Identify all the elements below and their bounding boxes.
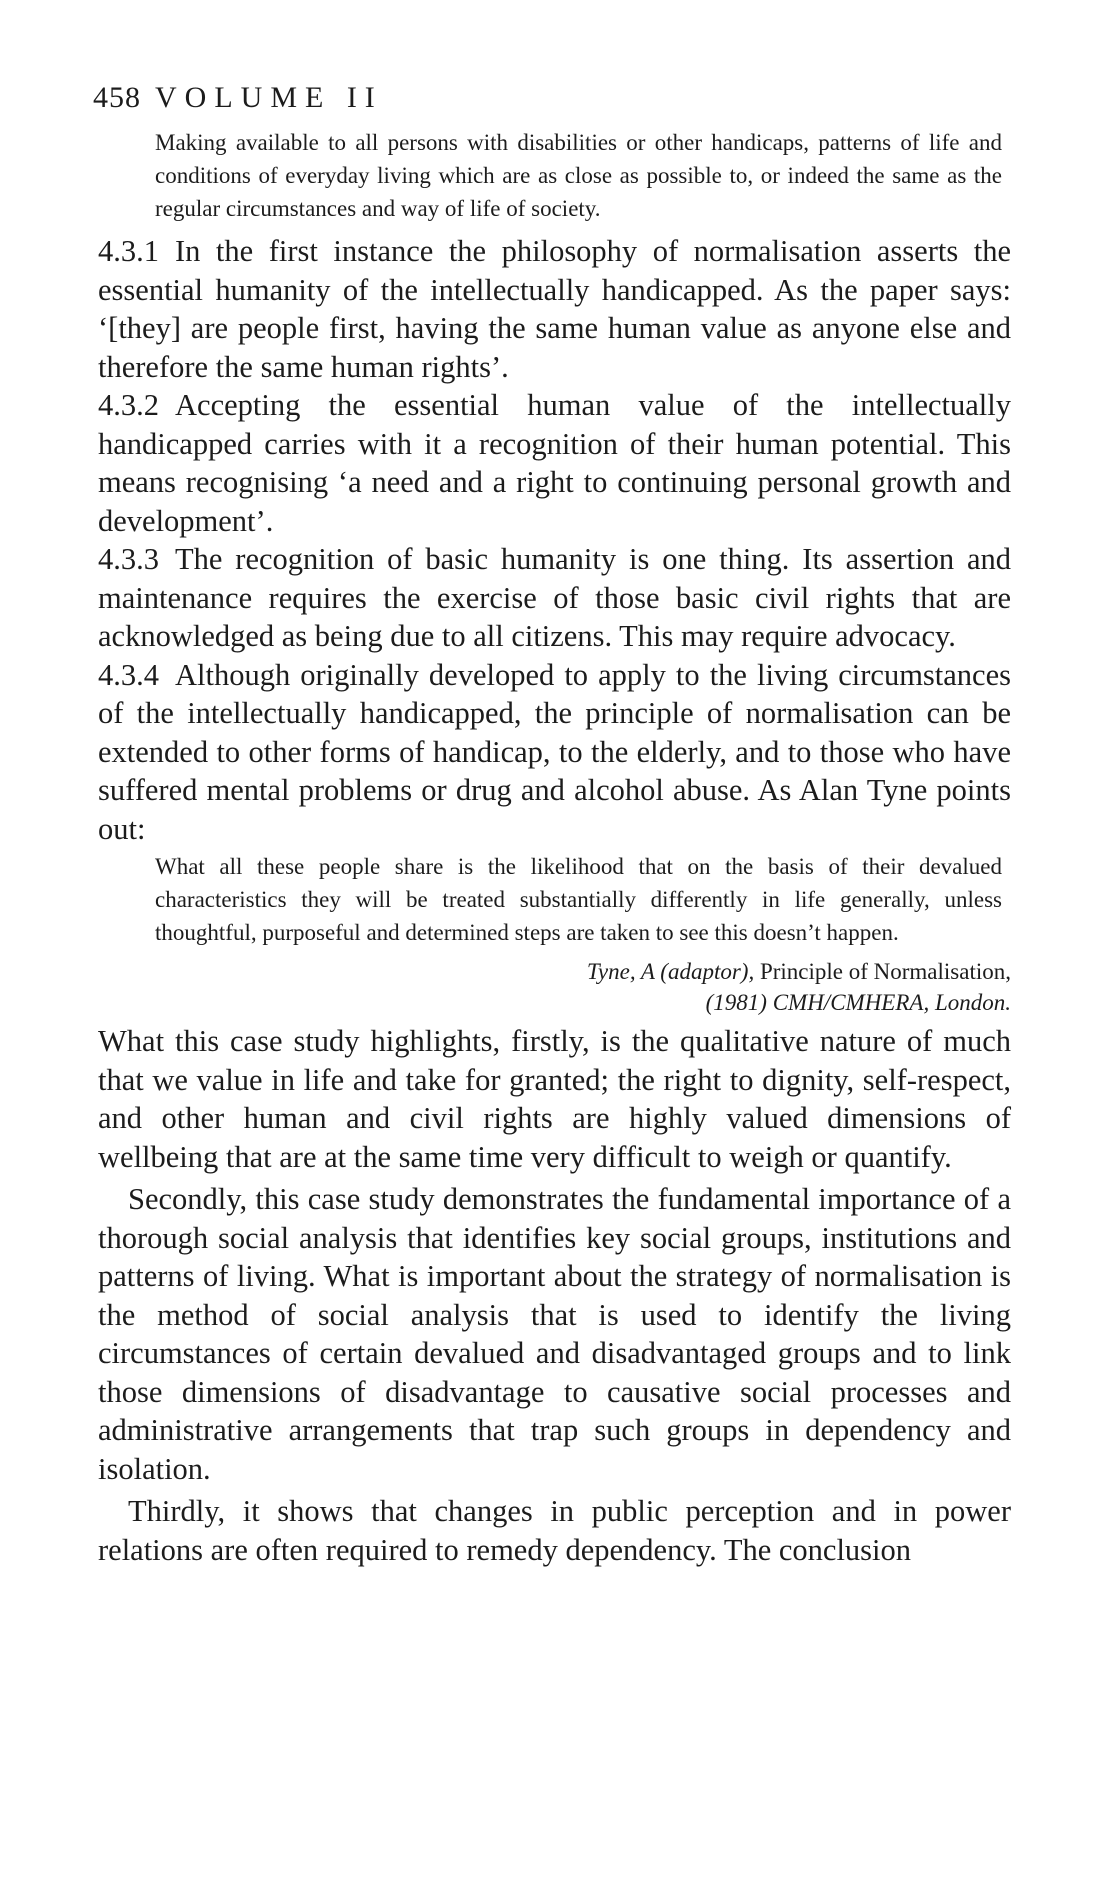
book-page — [93, 78, 1011, 1569]
section-text: Accepting the essential human value of the intellectually handicapped carries with it a recognition of their human potential. This means recognising ‘a need and a right to continuing personal growth and development’. — [98, 388, 1011, 538]
block-quote: Making available to all persons with disabilities or other handicaps, patterns of life and conditions of everyday living which are as close as possible to, or indeed the same as the regular circumstances and way of life of society. — [155, 130, 1002, 221]
section-number: 4.3.2 — [98, 388, 159, 422]
block-quote-tyne: What all these people share is the likelihood that on the basis of their devalued characteristics they will be treated substantially differently in life generally, unless thoughtful, purposeful and determined steps are taken to see this doesn’t happen. — [155, 854, 1002, 945]
body-paragraph-1: What this case study highlights, firstly, is the qualitative nature of much that we value in life and take for granted; the right to dignity, self-respect, and other human and civil rights are highly valued dimensions of wellbeing that are at the same time very difficult to weigh or quantify. — [98, 1024, 1011, 1174]
citation-publisher: (1981) CMH/CMHERA, London. — [705, 990, 1011, 1015]
page-number: 458 — [93, 81, 141, 114]
citation-title: Principle of Normalisation, — [759, 959, 1011, 984]
section-4-3-2 — [98, 386, 1011, 540]
section-text: The recognition of basic humanity is one thing. Its assertion and maintenance requires the exercise of those basic civil rights that are acknowledged as being due to all citizens. This may require advocacy. — [98, 542, 1011, 653]
section-4-3-3 — [98, 540, 1011, 656]
section-number: 4.3.4 — [98, 657, 159, 692]
section-text: In the first instance the philosophy of normalisation asserts the essential humanity of the intellectually handicapped. As the paper says: ‘[they] are people first, having the same human value as anyone else and therefore the same human rights’. — [98, 234, 1011, 384]
section-4-3-1 — [98, 232, 1011, 386]
running-head — [93, 78, 1011, 118]
section-number: 4.3.3 — [98, 542, 159, 576]
citation — [98, 956, 1011, 1018]
section-text: Although originally developed to apply to the living circumstances of the intellectually handicapped, the principle of normalisation can be extended to other forms of handicap, to the elderly, and to those who have suffered mental problems or drug and alcohol abuse. As Alan Tyne points out: — [98, 657, 1011, 846]
volume-label: VOLUME II — [155, 81, 383, 114]
section-number: 4.3.1 — [98, 234, 159, 268]
section-4-3-4 — [98, 656, 1011, 849]
body-paragraph-2: Secondly, this case study demonstrates the fundamental importance of a thorough social analysis that identifies key social groups, institutions and patterns of living. What is important about the strategy of normalisation is the method of social analysis that is used to identify the living circumstances of certain devalued and disadvantaged groups and to link those dimensions of disadvantage to causative social processes and administrative arrangements that trap such groups in dependency and isolation. — [98, 1182, 1011, 1486]
citation-author: Tyne, A (adaptor), — [586, 959, 755, 984]
body-paragraph-3: Thirdly, it shows that changes in public perception and in power relations are often required to remedy dependency. The conclusion — [98, 1494, 1011, 1567]
citation-line-1 — [98, 956, 1011, 987]
